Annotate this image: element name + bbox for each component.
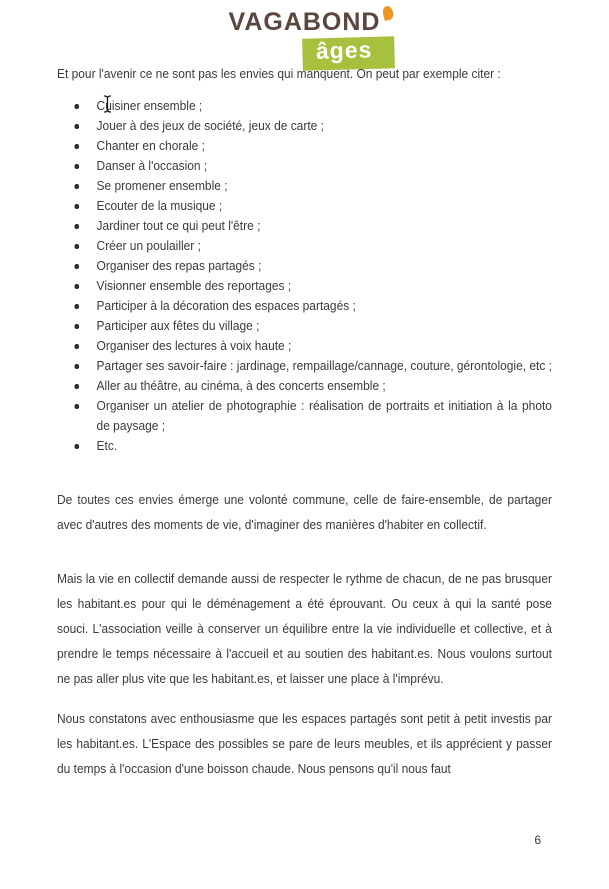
list-item [97,336,552,356]
bullet-dot-icon [74,404,78,409]
list-item-label: Ecouter de la musique ; [96,198,223,213]
list-item [97,256,552,276]
bullet-dot-icon [74,124,78,129]
bullet-dot-icon [74,104,78,109]
bullet-dot-icon [74,204,78,209]
list-item [97,196,552,216]
list-item-label: Organiser des repas partagés ; [96,258,262,273]
list-item [97,136,552,156]
body-paragraph-3: Nous constatons avec enthousiasme que les espaces partagés sont petit à petit investis par les habitant.es. L'Espace des possibles se pare de leurs meubles, et ils apprécient y passer du temps à l'occasion d'une boisson chaude. Nous pensons qu'il nous faut [57,711,552,776]
bullet-dot-icon [74,284,78,289]
list-item-label: Jardiner tout ce qui peut l'être ; [96,218,261,233]
bullet-dot-icon [74,224,78,229]
list-item [97,176,552,196]
list-item-label: Cuisiner ensemble ; [96,98,203,113]
list-item [97,396,552,436]
list-item [97,116,552,136]
bullet-dot-icon [74,344,78,349]
list-item-label: Jouer à des jeux de société, jeux de carte ; [96,118,324,133]
wish-list [57,96,552,456]
bullet-dot-icon [74,144,78,149]
list-item [97,236,552,256]
list-item-label: Organiser un atelier de photographie : réalisation de portraits et initiation à la photo de paysage ; [96,398,552,433]
list-item-label: Danser à l'occasion ; [96,158,208,173]
ages-badge-label: âges [315,36,373,64]
list-item [97,96,552,116]
intro-paragraph: Et pour l'avenir ce ne sont pas les envies qui manquent. On peut par exemple citer : [57,66,501,81]
apostrophe-drop-icon [382,5,395,21]
list-item-label: Aller au théâtre, au cinéma, à des concerts ensemble ; [96,378,386,393]
logo-inner [229,9,381,69]
list-item [97,356,552,376]
list-item-label: Partager ses savoir-faire : jardinage, rempaillage/cannage, couture, gérontologie, etc ; [96,358,552,373]
list-item [97,436,552,456]
bullet-dot-icon [74,264,78,269]
bullet-dot-icon [74,384,78,389]
list-item [97,296,552,316]
list-item-label: Créer un poulailler ; [96,238,201,253]
logo-brand-text: VAGABOND [228,8,381,36]
list-item [97,156,552,176]
bullet-dot-icon [74,444,78,449]
list-item-label: Participer à la décoration des espaces partagés ; [96,298,356,313]
bullet-dot-icon [74,184,78,189]
body-paragraph-2: Mais la vie en collectif demande aussi de respecter le rythme de chacun, de ne pas brusquer les habitant.es pour qui le déménagement a été éprouvant. Ou ceux à qui la santé pose souci. L'association veille à conserver un équilibre entre la vie individuelle et collective, et à prendre le temps nécessaire à l'accueil et au soutien des habitant.es. Nous voulons surtout ne pas aller plus vite que les habitant.es, et laisser une place à l'imprévu. [57,571,552,686]
list-item-label: Etc. [96,438,118,453]
bullet-dot-icon [74,244,78,249]
list-item-label: Visionner ensemble des reportages ; [96,278,292,293]
list-item-label: Se promener ensemble ; [96,178,228,193]
vagabond-ages-logo [0,9,609,69]
bullet-dot-icon [74,324,78,329]
list-item-label: Participer aux fêtes du village ; [96,318,260,333]
bullet-dot-icon [74,164,78,169]
list-item [97,316,552,336]
page-number: 6 [534,833,541,847]
list-item-label: Organiser des lectures à voix haute ; [96,338,292,353]
document-content [57,62,552,781]
bullet-dot-icon [74,304,78,309]
logo-brand-row [229,9,381,35]
list-item [97,276,552,296]
body-paragraph-1: De toutes ces envies émerge une volonté commune, celle de faire-ensemble, de partager avec d'autres des moments de vie, d'imaginer des manières d'habiter en collectif. [57,492,552,532]
list-item-label: Chanter en chorale ; [96,138,205,153]
list-item [97,376,552,396]
list-item [97,216,552,236]
bullet-dot-icon [74,364,78,369]
